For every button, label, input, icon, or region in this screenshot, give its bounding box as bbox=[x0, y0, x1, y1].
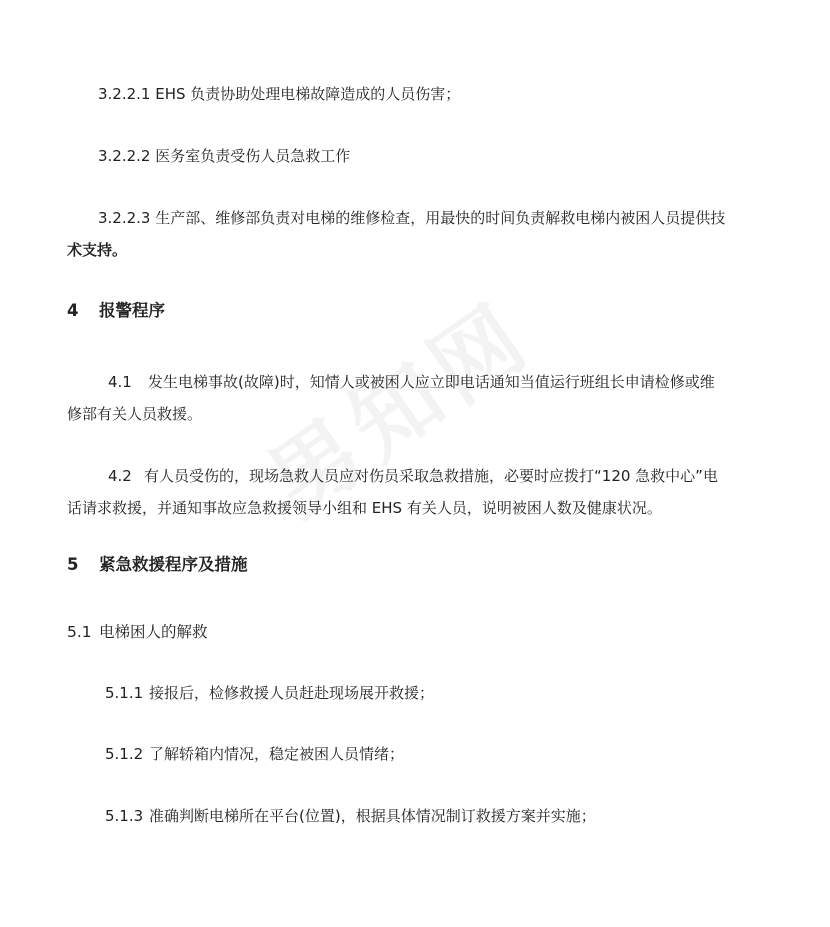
subsection-5-1-heading bbox=[67, 622, 208, 642]
paragraph-4-1-line2: 修部有关人员救援。 bbox=[67, 405, 203, 423]
clause-text: 了解轿箱内情况，稳定被困人员情绪； bbox=[149, 745, 405, 763]
subsection-title: 电梯困人的解救 bbox=[99, 623, 208, 641]
paragraph-5-1-1 bbox=[105, 683, 434, 703]
section-4-heading bbox=[67, 301, 165, 321]
section-5-heading bbox=[67, 555, 248, 575]
paragraph-3-2-2-3-line2: 术支持。 bbox=[67, 241, 128, 259]
clause-number: 4.1 bbox=[108, 373, 132, 391]
clause-number: 4.2 bbox=[108, 467, 132, 485]
section-title: 报警程序 bbox=[99, 301, 165, 320]
paragraph-3-2-2-3-line1: 3.2.2.3 生产部、维修部负责对电梯的维修检查，用最快的时间负责解救电梯内被困人员提供技 bbox=[98, 209, 726, 227]
paragraph-4-2-line1 bbox=[108, 466, 718, 486]
clause-number: 5.1.1 bbox=[105, 684, 144, 702]
section-number: 5 bbox=[67, 555, 79, 574]
paragraph-5-1-2 bbox=[105, 744, 404, 764]
paragraph-3-2-2-1: 3.2.2.1 EHS 负责协助处理电梯故障造成的人员伤害； bbox=[98, 85, 461, 103]
paragraph-3-2-2-2: 3.2.2.2 医务室负责受伤人员急救工作 bbox=[98, 147, 351, 165]
paragraph-5-1-3 bbox=[105, 806, 596, 826]
subsection-number: 5.1 bbox=[67, 623, 92, 641]
clause-text: 发生电梯事故(故障)时，知情人或被困人应立即电话通知当值运行班组长申请检修或维 bbox=[148, 373, 715, 391]
clause-text: 准确判断电梯所在平台(位置)，根据具体情况制订救援方案并实施； bbox=[149, 807, 596, 825]
paragraph-4-1-line1 bbox=[108, 372, 715, 392]
paragraph-4-2-line2: 话请求救援，并通知事故应急救援领导小组和 EHS 有关人员，说明被困人数及健康状况。 bbox=[67, 499, 662, 517]
section-title: 紧急救援程序及措施 bbox=[99, 555, 248, 574]
clause-text: 有人员受伤的，现场急救人员应对伤员采取急救措施，必要时应拨打“120 急救中心”电 bbox=[144, 467, 718, 485]
clause-number: 5.1.3 bbox=[105, 807, 144, 825]
section-number: 4 bbox=[67, 301, 79, 320]
clause-number: 5.1.2 bbox=[105, 745, 144, 763]
clause-text: 接报后，检修救援人员赶赴现场展开救援； bbox=[149, 684, 435, 702]
